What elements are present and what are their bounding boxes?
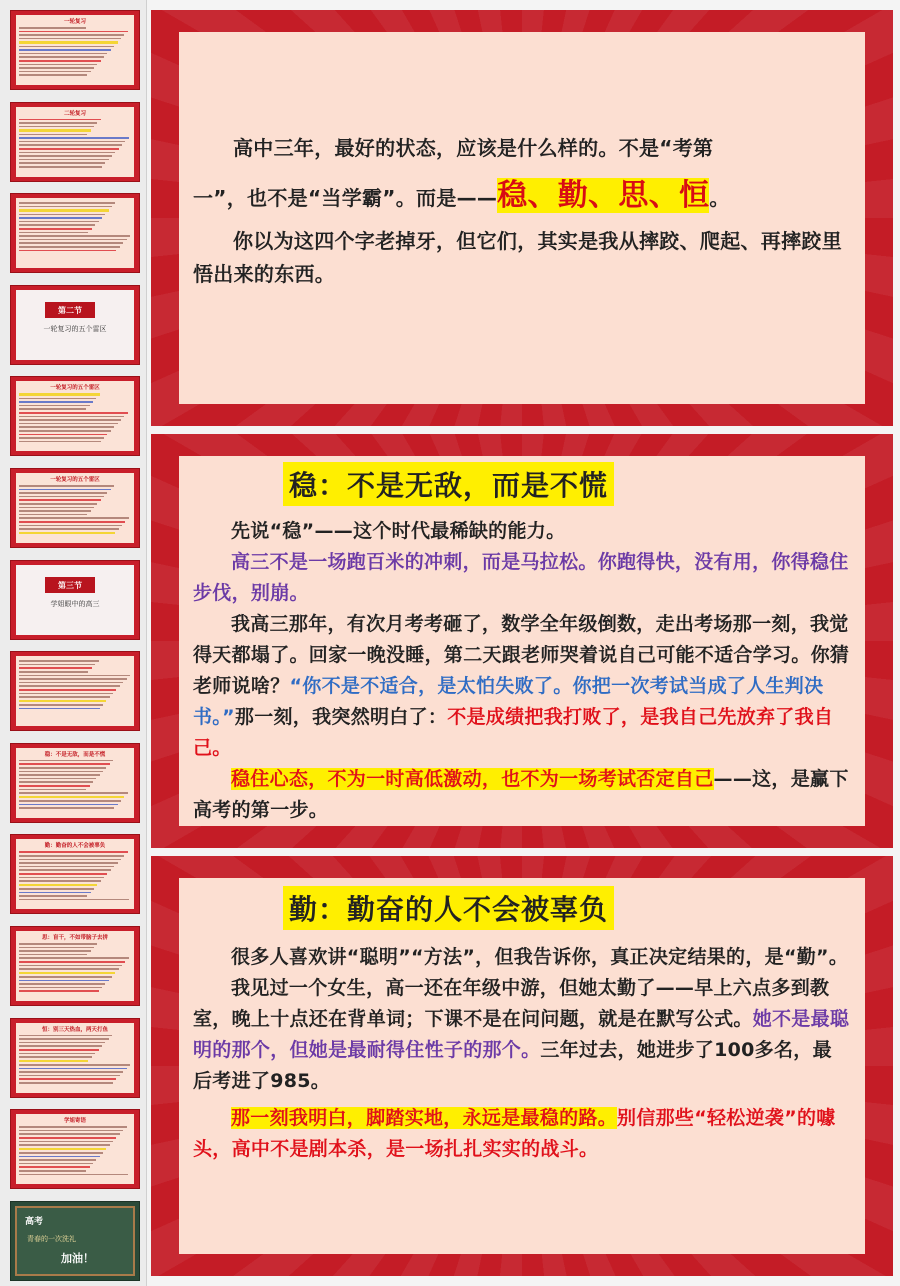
- thumbnail-text-line: [19, 862, 118, 864]
- chalkboard-text: 高考: [25, 1216, 44, 1227]
- thumbnail-text-line: [19, 430, 111, 432]
- thumbnail-text-line: [19, 1126, 127, 1128]
- thumbnail-text-line: [19, 525, 122, 527]
- thumbnail-text-line: [19, 693, 113, 695]
- thumbnail-text-line: [19, 235, 130, 237]
- slide-1-content: [179, 32, 865, 404]
- slide-3-paragraph-2: 我见过一个女生，高一还在年级中游，但她太勤了——早上六点多到教室，晚上十点还在背单词；下课不是在问问题，就是在默写公式。她不是最聪明的那个，但她是最耐得住性子的那个。三年过去，她进步了100多名，最后考进了985。: [193, 977, 850, 1092]
- thumbnail-text-line: [19, 152, 115, 154]
- thumbnail-text-line: [19, 767, 106, 769]
- thumbnail-text-line: [19, 1144, 110, 1146]
- thumbnail-text-line: [19, 954, 87, 956]
- thumbnail-title: 稳：不是无敌，而是不慌: [44, 751, 106, 758]
- thumbnail-text-line: [19, 957, 129, 959]
- slide-thumbnail[interactable]: [10, 1201, 140, 1281]
- thumbnail-text-line: [19, 800, 121, 802]
- thumbnail-text-line: [19, 976, 112, 978]
- thumbnail-text-line: [19, 1170, 86, 1172]
- slide-1: [151, 10, 893, 426]
- thumbnail-page: [16, 473, 134, 543]
- thumbnail-text-line: [19, 71, 91, 73]
- thumbnail-text-line: [19, 416, 124, 418]
- thumbnail-text-line: [19, 763, 110, 765]
- thumbnail-text-line: [19, 667, 92, 669]
- thumbnail-page: [16, 1114, 134, 1184]
- thumbnail-text-line: [19, 514, 87, 516]
- thumbnail-text-line: [19, 1148, 106, 1150]
- thumbnail-text-line: [19, 496, 104, 498]
- thumbnail-text-line: [19, 869, 111, 871]
- thumbnail-text-line: [19, 1060, 88, 1062]
- thumbnail-text-line: [19, 214, 105, 216]
- slide-3: [151, 856, 893, 1276]
- thumbnail-text-line: [19, 704, 103, 706]
- thumbnail-text-line: [19, 778, 96, 780]
- thumbnail-text-line: [19, 1068, 127, 1070]
- slide-1-line-1: 高中三年，最好的状态，应该是什么样的。不是“考第: [233, 136, 714, 160]
- thumbnail-text-line: [19, 27, 86, 29]
- thumbnail-text-line: [19, 162, 105, 164]
- thumbnail-text-line: [19, 1152, 103, 1154]
- slide-thumbnail[interactable]: [10, 468, 140, 548]
- slide-2: [151, 434, 893, 848]
- thumbnail-title: 学姐寄语: [63, 1118, 86, 1125]
- thumbnail-text-line: [19, 166, 102, 168]
- slide-thumbnail[interactable]: [10, 376, 140, 456]
- thumbnail-text-line: [19, 660, 99, 662]
- slide-thumbnail-rail: [0, 0, 147, 1286]
- thumbnail-page: [16, 839, 134, 909]
- slide-3-heading: 勤：勤奋的人不会被辜负: [283, 886, 614, 930]
- section-badge: 第二节: [45, 302, 95, 318]
- thumbnail-text-line: [19, 521, 125, 523]
- thumbnail-text-line: [19, 1049, 99, 1051]
- thumbnail-text-line: [19, 49, 111, 51]
- thumbnail-text-line: [19, 947, 94, 949]
- thumbnail-text-line: [19, 134, 87, 136]
- thumbnail-text-line: [19, 774, 100, 776]
- chalkboard-text: 加油！: [61, 1251, 94, 1265]
- thumbnail-text-line: [19, 528, 119, 530]
- thumbnail-text-line: [19, 1035, 112, 1037]
- thumbnail-text-line: [19, 789, 86, 791]
- thumbnail-text-line: [19, 1159, 96, 1161]
- slide-2-heading: 稳：不是无敌，而是不慌: [283, 462, 614, 506]
- slide-thumbnail[interactable]: [10, 926, 140, 1006]
- thumbnail-text-line: [19, 708, 100, 710]
- thumbnail-text-line: [19, 884, 97, 886]
- thumbnail-text-line: [19, 517, 129, 519]
- key-words-highlight: 稳、勤、思、恒: [497, 178, 710, 213]
- thumbnail-text-line: [19, 38, 121, 40]
- slide-3-paragraph-1: 很多人喜欢讲“聪明”“方法”，但我告诉你，真正决定结果的，是“勤”。: [231, 946, 849, 968]
- thumbnail-text-line: [19, 1166, 90, 1168]
- thumbnail-text-line: [19, 209, 109, 211]
- slide-thumbnail[interactable]: [10, 743, 140, 823]
- thumbnail-text-line: [19, 408, 86, 410]
- thumbnail-title: 一轮复习的五个雷区: [50, 477, 100, 483]
- thumbnail-title: 二轮复习: [63, 110, 86, 117]
- thumbnail-text-line: [19, 485, 114, 487]
- thumbnail-text-line: [19, 221, 99, 223]
- section-subtitle: 一轮复习的五个雷区: [43, 324, 107, 333]
- slide-thumbnail[interactable]: [10, 560, 140, 640]
- thumbnail-text-line: [19, 1045, 102, 1047]
- thumbnail-text-line: [19, 1133, 120, 1135]
- thumbnail-page: [16, 107, 134, 177]
- slide-3-paragraph-3: 那一刻我明白，脚踏实地，永远是最稳的路。别信那些“轻松逆袭”的噱头，高中不是剧本杀，是一场扎扎实实的战斗。: [193, 1107, 836, 1160]
- thumbnail-text-line: [19, 503, 97, 505]
- thumbnail-text-line: [19, 159, 109, 161]
- thumbnail-text-line: [19, 246, 120, 248]
- thumbnail-text-line: [19, 239, 127, 241]
- thumbnail-page: [16, 15, 134, 85]
- thumbnail-text-line: [19, 1064, 130, 1066]
- slide-thumbnail[interactable]: [10, 285, 140, 365]
- thumbnail-page: [16, 656, 134, 726]
- thumbnail-text-line: [19, 990, 99, 992]
- thumbnail-text-line: [19, 796, 124, 798]
- thumbnail-text-line: [19, 804, 118, 806]
- thumbnail-text-line: [19, 206, 112, 208]
- slide-2-paragraph-3: 我高三那年，有次月考考砸了，数学全年级倒数，走出考场那一刻，我觉得天都塌了。回家一晚没睡，第二天跟老师哭着说自己可能不适合学习。你猜老师说啥？“你不是不适合，是太怕失败了。你把一次考试当成了人生判决书。”那一刻，我突然明白了：不是成绩把我打败了，是我自己先放弃了我自己。: [193, 613, 850, 759]
- thumbnail-text-line: [19, 412, 128, 414]
- thumbnail-text-line: [19, 807, 114, 809]
- thumbnail-text-line: [19, 148, 119, 150]
- thumbnail-text-line: [19, 144, 122, 146]
- thumbnail-text-line: [19, 1071, 123, 1073]
- thumbnail-text-line: [19, 866, 114, 868]
- thumbnail-text-line: [19, 1078, 116, 1080]
- thumbnail-page: [16, 931, 134, 1001]
- thumbnail-page: [16, 748, 134, 818]
- thumbnail-text-line: [19, 489, 111, 491]
- thumbnail-text-line: [19, 242, 123, 244]
- thumbnail-text-line: [19, 426, 114, 428]
- thumbnail-text-line: [19, 664, 95, 666]
- thumbnail-text-line: [19, 434, 107, 436]
- thumbnail-text-line: [19, 1130, 123, 1132]
- slide-thumbnail[interactable]: [10, 102, 140, 182]
- thumbnail-text-line: [19, 34, 124, 36]
- thumbnail-text-line: [19, 31, 128, 33]
- thumbnail-text-line: [19, 507, 94, 509]
- thumbnail-text-line: [19, 155, 112, 157]
- thumbnail-page: [16, 198, 134, 268]
- thumbnail-text-line: [19, 785, 90, 787]
- thumbnail-text-line: [19, 888, 94, 890]
- thumbnail-text-line: [19, 671, 88, 673]
- slide-thumbnail[interactable]: [10, 1109, 140, 1189]
- thumbnail-title: 一轮复习: [63, 19, 86, 25]
- thumbnail-text-line: [19, 129, 91, 131]
- thumbnail-text-line: [19, 961, 125, 963]
- thumbnail-text-line: [19, 968, 119, 970]
- thumbnail-text-line: [19, 202, 115, 204]
- thumbnail-text-line: [19, 1163, 93, 1165]
- thumbnail-text-line: [19, 685, 120, 687]
- thumbnail-text-line: [19, 781, 93, 783]
- thumbnail-text-line: [19, 532, 115, 534]
- thumbnail-text-line: [19, 987, 102, 989]
- thumbnail-title: 一轮复习的五个雷区: [50, 385, 100, 392]
- thumbnail-text-line: [19, 675, 130, 677]
- thumbnail-text-line: [19, 1141, 113, 1143]
- thumbnail-text-line: [19, 792, 128, 794]
- thumbnail-text-line: [19, 1042, 105, 1044]
- thumbnail-text-line: [19, 137, 129, 139]
- thumbnail-text-line: [19, 398, 96, 400]
- thumbnail-text-line: [19, 1053, 95, 1055]
- thumbnail-text-line: [19, 965, 122, 967]
- slide-thumbnail[interactable]: [10, 193, 140, 273]
- slide-2-paragraph-1: 先说“稳”——这个时代最稀缺的能力。: [231, 520, 566, 542]
- section-subtitle: 学姐眼中的高三: [50, 599, 100, 608]
- thumbnail-text-line: [19, 510, 91, 512]
- slide-2-paragraph-2: 高三不是一场跑百米的冲刺，而是马拉松。你跑得快，没有用，你得稳住步伐，别崩。: [193, 551, 849, 604]
- thumbnail-text-line: [19, 892, 91, 894]
- thumbnail-text-line: [19, 1075, 120, 1077]
- thumbnail-text-line: [19, 46, 114, 48]
- thumbnail-text-line: [19, 855, 124, 857]
- thumbnail-text-line: [19, 1082, 113, 1084]
- thumbnail-title: 思：盲干，不如带脑子去拼: [41, 935, 108, 941]
- thumbnail-text-line: [19, 851, 128, 853]
- thumbnail-text-line: [19, 53, 107, 55]
- thumbnail-text-line: [19, 217, 102, 219]
- thumbnail-text-line: [19, 405, 90, 407]
- thumbnail-text-line: [19, 228, 92, 230]
- thumbnail-text-line: [19, 950, 91, 952]
- thumbnail-text-line: [19, 419, 121, 421]
- thumbnail-text-line: [19, 1038, 109, 1040]
- slide-3-content: [179, 878, 865, 1254]
- thumbnail-text-line: [19, 771, 103, 773]
- thumbnail-text-line: [19, 899, 129, 901]
- thumbnail-text-line: [19, 74, 87, 76]
- thumbnail-text-line: [19, 972, 115, 974]
- thumbnail-text-line: [19, 1174, 128, 1176]
- thumbnail-text-line: [19, 492, 107, 494]
- thumbnail-text-line: [19, 437, 104, 439]
- slide-2-content: [179, 456, 865, 826]
- thumbnail-title: 恒：别三天热血，两天打鱼: [41, 1026, 108, 1033]
- slide-1-paragraph-2: 你以为这四个字老掉牙，但它们，其实是我从摔跤、爬起、再摔跤里悟出来的东西。: [193, 229, 842, 286]
- thumbnail-text-line: [19, 499, 101, 501]
- thumbnail-text-line: [19, 859, 121, 861]
- thumbnail-page: [16, 381, 134, 451]
- thumbnail-text-line: [19, 678, 127, 680]
- thumbnail-text-line: [19, 141, 125, 143]
- thumbnail-text-line: [19, 119, 101, 121]
- thumbnail-text-line: [19, 250, 116, 252]
- slide-thumbnail[interactable]: [10, 834, 140, 914]
- thumbnail-title: 勤：勤奋的人不会被辜负: [44, 843, 106, 850]
- thumbnail-text-line: [19, 64, 97, 66]
- thumbnail-page: [16, 1023, 134, 1093]
- thumbnail-text-line: [19, 877, 104, 879]
- thumbnail-text-line: [19, 1156, 100, 1158]
- thumbnail-text-line: [19, 393, 100, 395]
- thumbnail-text-line: [19, 895, 87, 897]
- thumbnail-text-line: [19, 232, 88, 234]
- thumbnail-text-line: [19, 423, 118, 425]
- thumbnail-text-line: [19, 700, 106, 702]
- thumbnail-text-line: [19, 1137, 116, 1139]
- thumbnail-text-line: [19, 56, 104, 58]
- thumbnail-text-line: [19, 401, 93, 403]
- chalkboard-text: 青春的一次洗礼: [27, 1234, 76, 1243]
- thumbnail-text-line: [19, 122, 97, 124]
- thumbnail-text-line: [19, 760, 113, 762]
- thumbnail-text-line: [19, 1056, 92, 1058]
- thumbnail-text-line: [19, 67, 94, 69]
- slide-1-line-2: 一”，也不是“当学霸”。而是——稳、勤、思、恒。: [193, 178, 730, 213]
- thumbnail-text-line: [19, 943, 97, 945]
- slide-2-paragraph-4: 稳住心态，不为一时高低激动，也不为一场考试否定自己——这，是赢下高考的第一步。: [193, 768, 849, 821]
- slide-thumbnail[interactable]: [10, 651, 140, 731]
- thumbnail-text-line: [19, 980, 109, 982]
- slide-thumbnail[interactable]: [10, 10, 140, 90]
- chalkboard-image: [15, 1206, 135, 1276]
- thumbnail-text-line: [19, 126, 94, 128]
- thumbnail-text-line: [19, 880, 101, 882]
- thumbnail-text-line: [19, 689, 116, 691]
- thumbnail-text-line: [19, 224, 95, 226]
- thumbnail-text-line: [19, 60, 101, 62]
- thumbnail-text-line: [19, 983, 105, 985]
- thumbnail-text-line: [19, 696, 110, 698]
- section-badge: 第三节: [45, 577, 95, 593]
- thumbnail-text-line: [19, 441, 101, 443]
- thumbnail-text-line: [19, 41, 118, 43]
- thumbnail-text-line: [19, 873, 107, 875]
- slide-thumbnail[interactable]: [10, 1018, 140, 1098]
- thumbnail-text-line: [19, 682, 123, 684]
